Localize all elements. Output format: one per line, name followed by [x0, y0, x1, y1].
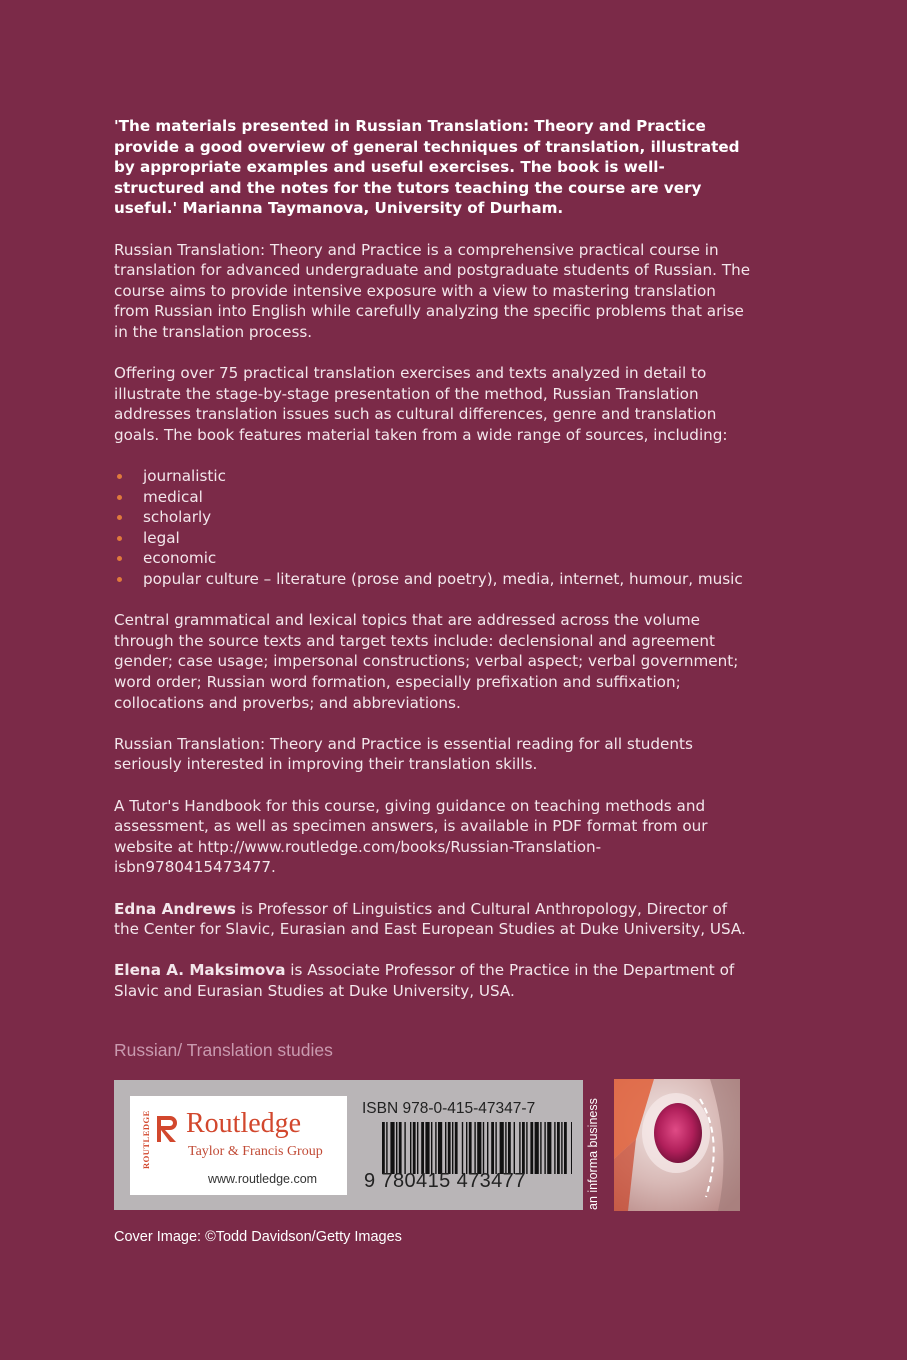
barcode-bar: [455, 1122, 458, 1174]
topics-paragraph: Central grammatical and lexical topics that are addressed across the volume through the source texts and target texts include: declensional and agreement gender; case usage; impersonal constructions; verbal aspect; verbal government; word order; Russian word formation, especially prefixation and suffixation; collocations and proverbs; and abbreviations.: [114, 611, 739, 712]
barcode-bar: [390, 1122, 394, 1174]
isbn-label: ISBN 978-0-415-47347-7: [362, 1100, 536, 1117]
barcode-bar: [544, 1122, 545, 1174]
list-item: legal: [114, 528, 754, 549]
publisher-url: www.routledge.com: [208, 1172, 318, 1186]
barcode-bar: [519, 1122, 520, 1174]
list-item: journalistic: [114, 466, 754, 487]
barcode-bar: [396, 1122, 397, 1174]
barcode-bar: [399, 1122, 402, 1174]
barcode-bar: [431, 1122, 432, 1174]
subject-category: Russian/ Translation studies: [114, 1040, 333, 1060]
barcode-bar: [526, 1122, 527, 1174]
list-item: economic: [114, 548, 754, 569]
isbn-digits: 9 780415 473477: [364, 1170, 526, 1192]
barcode-panel: [114, 1080, 583, 1210]
barcode-bar: [540, 1122, 541, 1174]
list-item: scholarly: [114, 507, 754, 528]
publisher-group: Taylor & Francis Group: [188, 1144, 323, 1159]
sources-list: [114, 466, 754, 590]
barcode-bar: [421, 1122, 424, 1174]
barcode-bar: [514, 1122, 515, 1174]
barcode-bar: [483, 1122, 484, 1174]
barcode-bar: [425, 1122, 429, 1174]
barcode-bar: [530, 1122, 533, 1174]
author-bio-text: is Associate Professor of the Practice in the Department of Slavic and Eurasian Studies at Duke University, USA.: [114, 961, 735, 1000]
barcode-bar: [474, 1122, 475, 1174]
barcode-bar: [535, 1122, 539, 1174]
barcode-bar: [410, 1122, 411, 1174]
barcode-bar: [448, 1122, 451, 1174]
essential-reading-paragraph: Russian Translation: Theory and Practice is essential reading for all students seriously interested in improving their translation skills.: [114, 734, 693, 774]
publisher-logo: [130, 1096, 347, 1195]
back-cover-text: [114, 116, 754, 1022]
barcode-bar: [435, 1122, 436, 1174]
tutor-handbook-paragraph: A Tutor's Handbook for this course, giving guidance on teaching methods and assessment, as well as specimen answers, is available in PDF format from our website at http://www.routledge.com/books/Russian-Translation-isbn9780415473477.: [114, 796, 708, 877]
informa-business-text: an informa business: [586, 1098, 600, 1210]
barcode-bar: [469, 1122, 472, 1174]
author-name: Edna Andrews: [114, 899, 236, 918]
list-item: popular culture – literature (prose and poetry), media, internet, humour, music: [114, 569, 754, 590]
barcode-bar: [445, 1122, 446, 1174]
list-item: medical: [114, 487, 754, 508]
features-paragraph: Offering over 75 practical translation exercises and texts analyzed in detail to illustrate the stage-by-stage presentation of the method, Russian Translation addresses translation issues such as cultural differences, genre and translation goals. The book features material taken from a wide range of sources, including:: [114, 364, 728, 444]
cover-thumbnail-image: [614, 1079, 740, 1211]
barcode-bar: [564, 1122, 567, 1174]
barcode-bar: [495, 1122, 496, 1174]
author-bio-maksimova: [114, 960, 754, 1001]
routledge-r-icon: [156, 1114, 182, 1144]
barcode-bar: [462, 1122, 463, 1174]
barcode-bar: [547, 1122, 551, 1174]
barcode-bar: [554, 1122, 555, 1174]
barcode-bar: [491, 1122, 494, 1174]
barcode-bar: [404, 1122, 405, 1174]
barcode-bar: [557, 1122, 560, 1174]
author-bio-andrews: [114, 899, 754, 940]
barcode: [382, 1122, 572, 1174]
routledge-side-text: ROUTLEDGE: [141, 1110, 151, 1170]
barcode-bar: [438, 1122, 442, 1174]
barcode-bar: [561, 1122, 562, 1174]
author-bio-text: is Professor of Linguistics and Cultural Anthropology, Director of the Center for Slavic, Eurasian and East European Studies at Duke University, USA.: [114, 899, 746, 939]
barcode-bar: [571, 1122, 572, 1174]
barcode-bar: [382, 1122, 385, 1174]
barcode-bar: [417, 1122, 418, 1174]
barcode-bar: [500, 1122, 504, 1174]
endorsement-quote: 'The materials presented in Russian Translation: Theory and Practice provide a good overview of general techniques of translation, illustrated by appropriate examples and useful exercises. The book is well-structured and the notes for the tutors teaching the course are very useful.' Marianna Taymanova, University of Durham.: [114, 117, 740, 218]
barcode-bar: [452, 1122, 453, 1174]
barcode-bar: [487, 1122, 488, 1174]
cover-image-credit: Cover Image: ©Todd Davidson/Getty Images: [114, 1229, 402, 1245]
barcode-bar: [466, 1122, 467, 1174]
barcode-bar: [508, 1122, 511, 1174]
barcode-bar: [505, 1122, 506, 1174]
barcode-bar: [413, 1122, 416, 1174]
author-name: Elena A. Maksimova: [114, 961, 286, 980]
barcode-bar: [386, 1122, 387, 1174]
description-paragraph: Russian Translation: Theory and Practice is a comprehensive practical course in translation for advanced undergraduate and postgraduate students of Russian. The course aims to provide intensive exposure with a view to mastering translation from Russian into English while carefully analyzing the specific problems that arise in the translation process.: [114, 240, 751, 341]
barcode-bar: [522, 1122, 525, 1174]
publisher-name: Routledge: [186, 1108, 302, 1139]
barcode-bar: [477, 1122, 481, 1174]
